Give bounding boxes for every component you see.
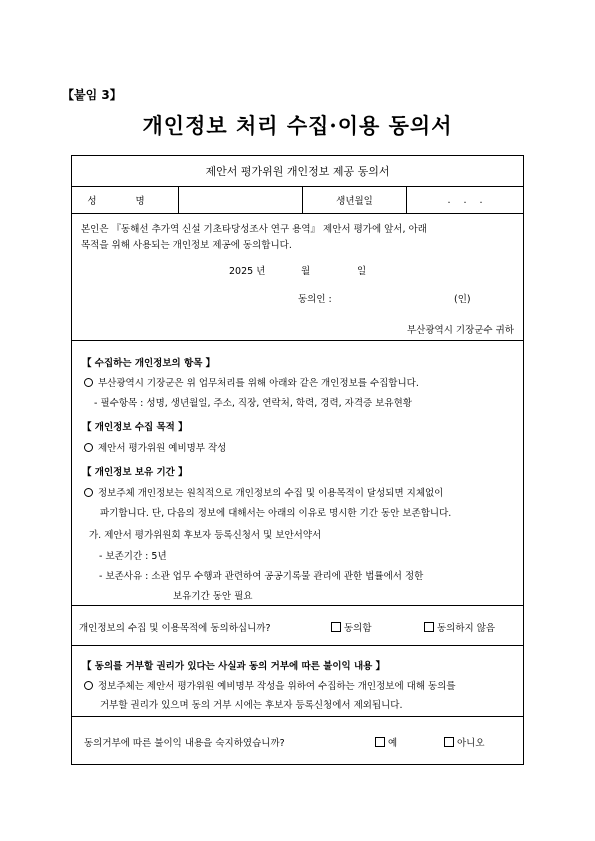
no-checkbox[interactable] [444,735,485,749]
name-label: 성 명 [72,187,179,213]
checkbox-icon[interactable] [331,622,341,632]
disadvantage-heading: 【 동의를 거부할 권리가 있다는 사실과 동의 거부에 따른 불이익 내용 】 [82,661,386,672]
agree-label: 동의함 [344,623,372,634]
form-header: 제안서 평가위원 개인정보 제공 동의서 [205,165,390,178]
name-field[interactable] [179,187,303,213]
yes-checkbox[interactable] [375,735,397,749]
retention-line: 정보주체 개인정보는 원칙적으로 개인정보의 수집 및 이용목적이 달성되면 지체없이 [98,488,444,499]
attachment-label: 【붙임 3】 [62,88,122,102]
date-year: 2025 년 [229,266,266,277]
details-section [72,340,523,605]
no-label: 아니오 [457,738,485,749]
disagree-checkbox[interactable] [424,620,495,634]
circle-bullet-icon [84,378,93,387]
consent-question-row [72,605,523,645]
retention-line: 파기합니다. 단, 다음의 정보에 대해서는 아래의 이유로 명시한 기간 동안 보존합니다. [100,508,452,519]
consent-text-line: 목적을 위해 사용되는 개인정보 제공에 동의합니다. [81,240,292,251]
birth-field[interactable]: . . . [447,194,483,206]
circle-bullet-icon [84,443,93,452]
acknowledge-question-row [72,716,523,764]
checkbox-icon[interactable] [375,737,385,747]
retention-heading: 【 개인정보 보유 기간 】 [82,467,188,478]
retention-reason: 보유기간 동안 필요 [173,591,253,602]
items-line: 부산광역시 기장군은 위 업무처리를 위해 아래와 같은 개인정보를 수집합니다. [98,378,419,389]
disadvantage-line: 정보주체는 제안서 평가위원 예비명부 작성을 위하여 수집하는 개인정보에 대해 동의를 [98,681,456,692]
seal-label: (인) [454,294,471,305]
date-day: 일 [357,266,367,277]
circle-bullet-icon [84,488,93,497]
acknowledge-question: 동의거부에 따른 불이익 내용을 숙지하였습니까? [84,738,285,749]
retention-reason: - 보존사유 : 소관 업무 수행과 관련하여 공공기록물 관리에 관한 법률에서 정한 [99,571,424,582]
consent-statement [72,213,523,340]
disadvantage-line: 거부할 권리가 있으며 동의 거부 시에는 후보자 등록신청에서 제외됩니다. [100,700,403,711]
items-required: - 필수항목 : 성명, 생년월일, 주소, 직장, 연락처, 학력, 경력, 자격증 보유현황 [94,398,412,409]
items-heading: 【 수집하는 개인정보의 항목 】 [82,358,216,369]
checkbox-icon[interactable] [444,737,454,747]
consent-question: 개인정보의 수집 및 이용목적에 동의하십니까? [79,623,271,634]
circle-bullet-icon [84,681,93,690]
yes-label: 예 [388,738,398,749]
page-title: 개인정보 처리 수집·이용 동의서 [142,113,453,138]
recipient: 부산광역시 기장군수 귀하 [407,325,514,336]
agree-checkbox[interactable] [331,620,372,634]
signer-label: 동의인 : [298,294,332,305]
consent-text-line: 본인은 『동해선 추가역 신설 기초타당성조사 연구 용역』 제안서 평가에 앞서, 아래 [81,224,427,235]
date-month: 월 [301,266,311,277]
retention-period: - 보존기간 : 5년 [99,551,167,562]
info-row [72,186,523,213]
birth-label: 생년월일 [303,187,407,213]
checkbox-icon[interactable] [424,622,434,632]
purpose-line: 제안서 평가위원 예비명부 작성 [98,443,227,454]
purpose-heading: 【 개인정보 수집 목적 】 [82,422,188,433]
disadvantage-section [72,645,523,716]
disagree-label: 동의하지 않음 [437,623,496,634]
consent-form [71,155,524,765]
retention-item: 가. 제안서 평가위원회 후보자 등록신청서 및 보안서약서 [89,530,322,541]
